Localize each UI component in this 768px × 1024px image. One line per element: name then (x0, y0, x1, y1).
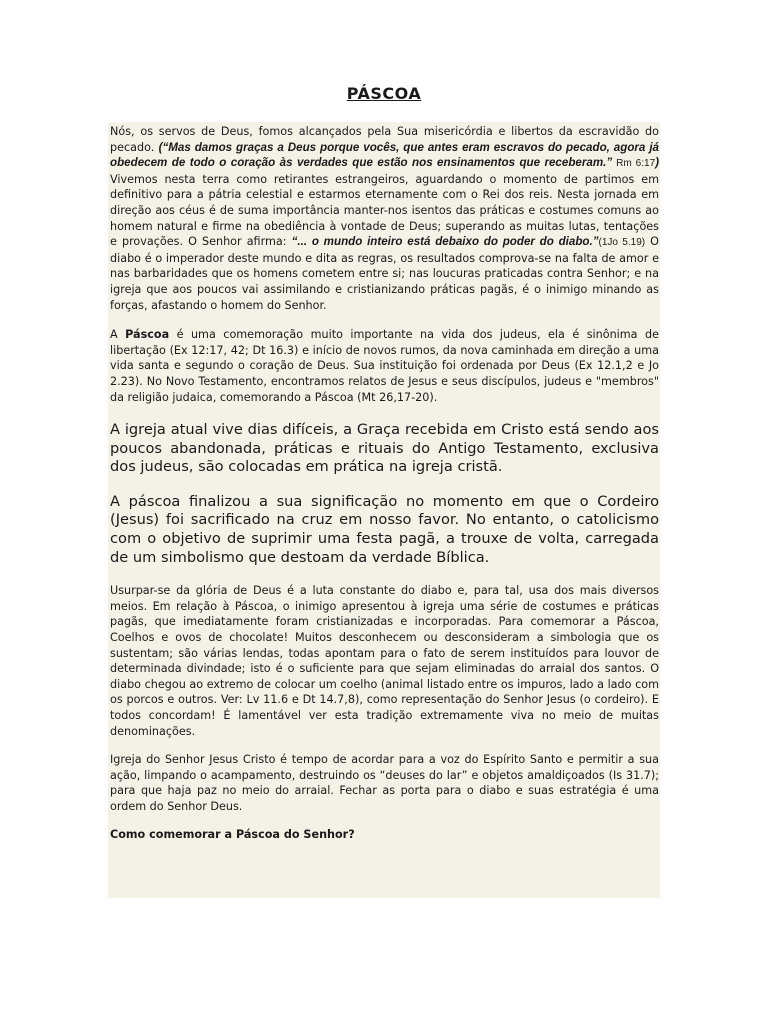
bible-quote: “... o mundo inteiro está debaixo do poder do diabo.” (291, 235, 599, 249)
section-heading: Como comemorar a Páscoa do Senhor? (110, 827, 355, 841)
page-title: PÁSCOA (346, 84, 422, 103)
paragraph-1 (110, 124, 659, 313)
text-run: Vivemos nesta terra como retirantes estrangeiros, aguardando o momento de partimos em definitivo para a pátria celestial e estarmos eternamente com o Rei dos reis. Nesta jornada em direção aos céus é de suma importância manter-nos isentos das práticas e costumes comuns ao homem natural e firme na obediência à vontade de Deus; superando as muitas lutas, tentações e provações. O Senhor afirma: (110, 172, 659, 249)
text-run: O diabo é o imperador deste mundo e dita as regras, os resultados comprova-se na falta de amor e nas barbaridades que os homens cometem entre si; nas loucuras praticadas contra Senhor; e na igreja que aos poucos vai assimilando e cristianizando práticas pagãs, é o inimigo minando as forças, afastando o homem do Senhor. (110, 235, 659, 312)
quote-close: ) (655, 156, 660, 170)
bold-term: Páscoa (125, 328, 170, 342)
text-run: é uma comemoração muito importante na vida dos judeus, ela é sinônima de libertação (Ex 12:17, 42; Dt 16.3) e início de novos rumos, da nova caminhada em direção a uma vida santa e segundo o coração de Deus. Sua instituição foi ordenada por Deus (Ex 12.1,2 e Jo 2.23). No Novo Testamento, encontramos relatos de Jesus e seus discípulos, judeus e "membros" da religião judaica, comemorando a Páscoa (Mt 26,17-20). (110, 328, 659, 404)
text-run: A (110, 328, 126, 342)
bible-reference: Rm 6:17 (612, 158, 656, 170)
bible-reference: (1Jo 5.19) (598, 237, 646, 249)
paragraph-5: Usurpar-se da glória de Deus é a luta constante do diabo e, para tal, usa dos mais diversos meios. Em relação à Páscoa, o inimigo apresentou à igreja uma série de costumes e práticas pagãs, que imediatamente foram cristianizadas e incorporadas. Para comemorar a Páscoa, Coelhos e ovos de chocolate! Muitos desconhecem ou desconsideram a simbologia que os sustentam; são várias lendas, todas apontam para o fato de serem instituídos para louvor de determinada divindade; isto é o suficiente para que sejam eliminadas do arraial dos santos. O diabo chegou ao extremo de colocar um coelho (animal listado entre os impuros, lado a lado com os porcos e outros. Ver: Lv 11.6 e Dt 14.7,8), como representação do Senhor Jesus (o cordeiro). E todos concordam! É lamentável ver esta tradição extremamente viva no meio de muitas denominações. (110, 584, 659, 738)
paragraph-4: A páscoa finalizou a sua significação no momento em que o Cordeiro (Jesus) foi sacrificado na cruz em nosso favor. No entanto, o catolicismo com o objetivo de suprimir uma festa pagã, a trouxe de volta, carregada de um simbolismo que destoam da verdade Bíblica. (110, 492, 659, 566)
text-run: Nós, os servos de Deus, fomos alcançados pela Sua misericórdia e libertos da escravidão do pecado. (110, 125, 659, 154)
paragraph-6: Igreja do Senhor Jesus Cristo é tempo de acordar para a voz do Espírito Santo e permitir a sua ação, limpando o acampamento, destruindo os “deuses do lar” e objetos amaldiçoados (Is 31.7); para que haja paz no meio do arraial. Fechar as porta para o diabo e suas estratégia é uma ordem do Senhor Deus. (110, 753, 659, 813)
paragraph-2 (110, 327, 659, 405)
article-body (108, 122, 660, 898)
paragraph-3: A igreja atual vive dias difíceis, a Graça recebida em Cristo está sendo aos poucos abandonada, práticas e rituais do Antigo Testamento, exclusiva dos judeus, são colocadas em prática na igreja cristã. (110, 421, 659, 476)
bible-quote: (“Mas damos graças a Deus porque vocês, que antes eram escravos do pecado, agora já obedecem de todo o coração às verdades que estão nos ensinamentos que receberam.” (110, 140, 659, 170)
